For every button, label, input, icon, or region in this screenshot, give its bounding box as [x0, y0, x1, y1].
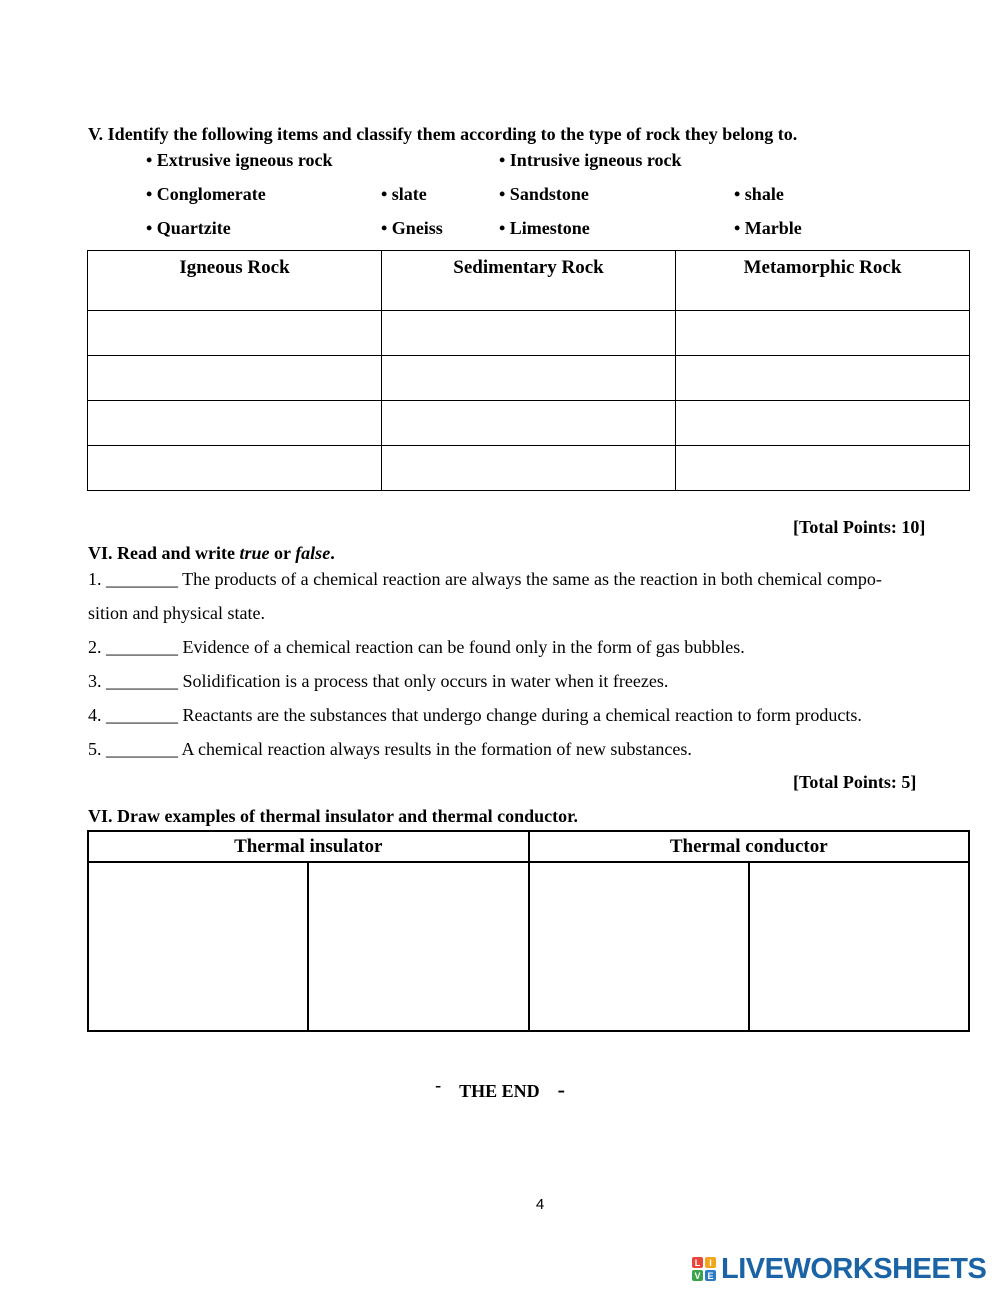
table-row — [88, 446, 970, 491]
page-number: 4 — [535, 1196, 545, 1213]
header-metamorphic-rock: Metamorphic Rock — [676, 251, 970, 311]
header-thermal-insulator: Thermal insulator — [88, 831, 529, 862]
header-igneous-rock: Igneous Rock — [88, 251, 382, 311]
igneous-answer-cell[interactable] — [88, 356, 382, 401]
logo-mark-letter: E — [705, 1270, 716, 1281]
word-extrusive-igneous: • Extrusive igneous rock — [146, 150, 333, 170]
igneous-answer-cell[interactable] — [88, 401, 382, 446]
end-dash-left: - — [435, 1075, 442, 1095]
insulator-drawing-cell[interactable] — [308, 862, 528, 1031]
word-intrusive-igneous: • Intrusive igneous rock — [499, 150, 682, 170]
logo-mark-letter: V — [692, 1270, 703, 1281]
sedimentary-answer-cell[interactable] — [382, 446, 676, 491]
end-dash-right: - — [557, 1077, 565, 1102]
the-end — [0, 1077, 1000, 1103]
section-v-title: V. Identify the following items and classify them according to the type of rock they belong to. — [88, 124, 798, 144]
metamorphic-answer-cell[interactable] — [676, 356, 970, 401]
tf-item-5[interactable]: 5. ________ A chemical reaction always results in the formation of new substances. — [88, 739, 692, 759]
word-marble: • Marble — [734, 218, 802, 238]
logo-text: LIVEWORKSHEETS — [721, 1252, 987, 1285]
header-sedimentary-rock: Sedimentary Rock — [382, 251, 676, 311]
table-row — [88, 862, 969, 1031]
end-text: THE END — [459, 1081, 540, 1101]
metamorphic-answer-cell[interactable] — [676, 401, 970, 446]
logo-icon — [692, 1257, 716, 1281]
rock-classification-table — [87, 250, 970, 491]
section-vi-total-points: [Total Points: 5] — [793, 772, 917, 792]
word-quartzite: • Quartzite — [146, 218, 231, 238]
word-limestone: • Limestone — [499, 218, 590, 238]
word-conglomerate: • Conglomerate — [146, 184, 266, 204]
table-row — [88, 356, 970, 401]
section-vi-tf-title — [88, 543, 335, 564]
title-end: . — [330, 543, 335, 563]
logo-mark-letter: L — [692, 1257, 703, 1268]
tf-item-1[interactable]: 1. ________ The products of a chemical reaction are always the same as the reaction in both chemical compo- — [88, 569, 882, 589]
sedimentary-answer-cell[interactable] — [382, 401, 676, 446]
table-row — [88, 311, 970, 356]
sedimentary-answer-cell[interactable] — [382, 311, 676, 356]
liveworksheets-logo — [692, 1253, 986, 1285]
igneous-answer-cell[interactable] — [88, 446, 382, 491]
table-row — [88, 401, 970, 446]
section-vi-draw-title: VI. Draw examples of thermal insulator and thermal conductor. — [88, 806, 578, 826]
header-thermal-conductor: Thermal conductor — [529, 831, 970, 862]
igneous-answer-cell[interactable] — [88, 311, 382, 356]
title-true: true — [239, 543, 270, 563]
conductor-drawing-cell[interactable] — [749, 862, 969, 1031]
metamorphic-answer-cell[interactable] — [676, 446, 970, 491]
tf-item-4[interactable]: 4. ________ Reactants are the substances that undergo change during a chemical reaction to form products. — [88, 705, 862, 725]
word-shale: • shale — [734, 184, 784, 204]
tf-item-3[interactable]: 3. ________ Solidification is a process that only occurs in water when it freezes. — [88, 671, 669, 691]
conductor-drawing-cell[interactable] — [529, 862, 749, 1031]
word-gneiss: • Gneiss — [381, 218, 443, 238]
section-v-total-points: [Total Points: 10] — [793, 517, 926, 537]
title-or: or — [269, 543, 296, 563]
thermal-drawing-table — [87, 830, 970, 1032]
title-start: VI. Read and write — [88, 543, 240, 563]
word-slate: • slate — [381, 184, 427, 204]
logo-mark-letter: I — [705, 1257, 716, 1268]
sedimentary-answer-cell[interactable] — [382, 356, 676, 401]
tf-item-2[interactable]: 2. ________ Evidence of a chemical reaction can be found only in the form of gas bubbles. — [88, 637, 745, 657]
word-sandstone: • Sandstone — [499, 184, 589, 204]
metamorphic-answer-cell[interactable] — [676, 311, 970, 356]
title-false: false — [295, 543, 331, 563]
insulator-drawing-cell[interactable] — [88, 862, 308, 1031]
tf-item-1-continued: sition and physical state. — [88, 603, 265, 623]
